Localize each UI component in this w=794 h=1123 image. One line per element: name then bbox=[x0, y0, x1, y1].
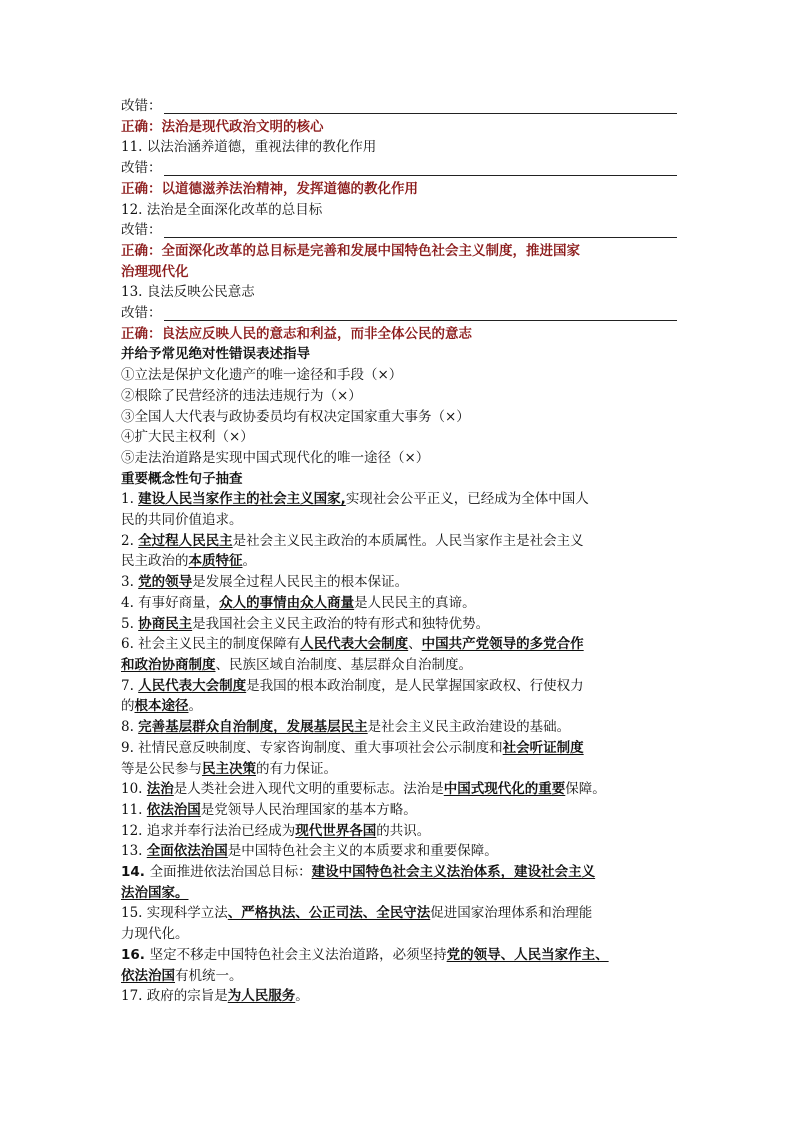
keyword: 为人民服务 bbox=[227, 988, 296, 1005]
concept-sentence bbox=[121, 489, 677, 510]
item-number: 16. bbox=[121, 946, 150, 963]
item-number: 2. bbox=[121, 532, 139, 549]
keyword: 全面依法治国 bbox=[146, 843, 228, 860]
sentence-text: 是党领导人民治理国家的基本方略。 bbox=[200, 801, 417, 818]
sentence-text: 是中国特色社会主义的本质要求和重要保障。 bbox=[227, 843, 498, 860]
keyword: 人民代表大会制度 bbox=[300, 636, 409, 653]
item-number: 12. bbox=[121, 822, 147, 839]
concept-sentence bbox=[121, 821, 677, 842]
sentence-text: 坚定不移走中国特色社会主义法治道路，必须坚持 bbox=[149, 946, 447, 963]
item-number: 9. bbox=[121, 739, 139, 756]
keyword: 根本途径 bbox=[134, 698, 189, 715]
sentence-text: 是人类社会进入现代文明的重要标志。法治是 bbox=[173, 781, 444, 798]
sentence-text: 政府的宗旨是 bbox=[146, 988, 228, 1005]
correct-answer: 正确：良法应反映人民的意志和利益，而非全体公民的意志 bbox=[121, 325, 472, 342]
sentence-text: 是我国社会主义民主政治的特有形式和独特优势。 bbox=[192, 615, 490, 632]
correction-label: 改错： bbox=[121, 305, 162, 322]
item-number: 13. bbox=[121, 843, 147, 860]
keyword: 依法治国 bbox=[121, 967, 175, 984]
keyword: 社会听证制度 bbox=[502, 739, 584, 756]
keyword: 法治国家。 bbox=[121, 884, 189, 901]
sentence-text: 追求并奉行法治已经成为 bbox=[146, 822, 296, 839]
concept-sentence bbox=[121, 634, 677, 655]
keyword: 、严格执法、公正司法、全民守法 bbox=[227, 905, 431, 922]
concept-sentence-continued bbox=[121, 966, 677, 987]
concept-sentence bbox=[121, 676, 677, 697]
correct-answer-continued: 治理现代化 bbox=[121, 263, 189, 280]
question-item: 12. 法治是全面深化改革的总目标 bbox=[121, 201, 323, 218]
question-item: 13. 良法反映公民意志 bbox=[121, 284, 255, 301]
sentence-text: 是发展全过程人民民主的根本保证。 bbox=[192, 574, 409, 591]
sentence-text: 、 bbox=[408, 636, 422, 653]
sentence-text: 社会主义民主的制度保障有 bbox=[138, 636, 301, 653]
concept-sentence bbox=[121, 572, 677, 593]
sentence-text: 是人民民主的真谛。 bbox=[354, 594, 476, 611]
concept-sentence-continued bbox=[121, 759, 677, 780]
section-heading: 重要概念性句子抽查 bbox=[121, 470, 243, 487]
concept-sentence-continued bbox=[121, 655, 677, 676]
correction-row bbox=[121, 220, 677, 241]
sentence-text: 有机统一。 bbox=[175, 967, 243, 984]
sentence-text: 是社会主义民主政治建设的基础。 bbox=[367, 719, 571, 736]
answer-blank[interactable] bbox=[164, 222, 678, 238]
sentence-text: 保障。 bbox=[565, 781, 606, 798]
sentence-text: 。 bbox=[242, 553, 256, 570]
correction-label: 改错： bbox=[121, 160, 162, 177]
section-heading: 并给予常见绝对性错误表述指导 bbox=[121, 346, 310, 363]
item-number: 10. bbox=[121, 781, 147, 798]
concept-sentence bbox=[121, 779, 677, 800]
concept-sentence-continued bbox=[121, 696, 677, 717]
sentence-text: 有事好商量， bbox=[138, 594, 220, 611]
correction-label: 改错： bbox=[121, 98, 162, 114]
correct-answer: 正确：法治是现代政治文明的核心 bbox=[121, 118, 324, 135]
sentence-text: 是社会主义民主政治的本质属性。人民当家作主是社会主义 bbox=[232, 532, 584, 549]
keyword: 现代世界各国 bbox=[295, 822, 377, 839]
item-number: 5. bbox=[121, 615, 139, 632]
concept-sentence bbox=[121, 614, 677, 635]
answer-blank[interactable] bbox=[164, 160, 678, 176]
answer-blank[interactable] bbox=[164, 98, 678, 114]
concept-sentence-continued: 力现代化。 bbox=[121, 926, 189, 943]
item-number: 14. bbox=[121, 864, 150, 881]
sentence-text: 实现社会公平正义，已经成为全体中国人 bbox=[345, 491, 589, 508]
keyword: 依法治国 bbox=[146, 801, 201, 818]
sentence-text: 。 bbox=[188, 698, 202, 715]
sentence-text: 是我国的根本政治制度，是人民掌握国家政权、行使权力 bbox=[246, 677, 584, 694]
keyword: 协商民主 bbox=[138, 615, 193, 632]
concept-sentence bbox=[121, 862, 677, 883]
correction-row bbox=[121, 158, 677, 179]
item-number: 6. bbox=[121, 636, 139, 653]
concept-sentence-continued: 民的共同价值追求。 bbox=[121, 512, 243, 529]
item-number: 15. bbox=[121, 905, 147, 922]
item-number: 7. bbox=[121, 677, 139, 694]
keyword: 和政治协商制度 bbox=[121, 656, 216, 673]
concept-sentence bbox=[121, 738, 677, 759]
correction-label: 改错： bbox=[121, 222, 162, 239]
sentence-text: 、民族区域自治制度、基层群众自治制度。 bbox=[215, 656, 472, 673]
document-page bbox=[121, 96, 677, 1007]
error-item: ⑤走法治道路是实现中国式现代化的唯一途径（×） bbox=[121, 449, 430, 466]
error-item: ①立法是保护文化遗产的唯一途径和手段（×） bbox=[121, 367, 403, 384]
item-number: 17. bbox=[121, 988, 147, 1005]
sentence-text: 。 bbox=[295, 988, 309, 1005]
keyword: 中国共产党领导的多党合作 bbox=[421, 636, 584, 653]
concept-sentence-continued bbox=[121, 551, 677, 572]
error-item: ③全国人大代表与政协委员均有权决定国家重大事务（×） bbox=[121, 408, 470, 425]
concept-sentence bbox=[121, 800, 677, 821]
concept-sentence bbox=[121, 986, 677, 1007]
sentence-text: 等是公民参与 bbox=[121, 760, 202, 777]
concept-sentence bbox=[121, 593, 677, 614]
keyword: 建设人民当家作主的社会主义国家, bbox=[138, 491, 346, 508]
concept-sentence bbox=[121, 945, 677, 966]
item-number: 8. bbox=[121, 719, 139, 736]
item-number: 11. bbox=[121, 801, 147, 818]
keyword: 建设中国特色社会主义法治体系，建设社会主义 bbox=[311, 864, 596, 881]
keyword: 众人的事情由众人商量 bbox=[219, 594, 355, 611]
correct-answer: 正确：全面深化改革的总目标是完善和发展中国特色社会主义制度，推进国家 bbox=[121, 242, 580, 259]
keyword: 中国式现代化的重要 bbox=[443, 781, 566, 798]
keyword: 法治 bbox=[146, 781, 174, 798]
item-number: 4. bbox=[121, 594, 139, 611]
correction-row bbox=[121, 303, 677, 324]
sentence-text: 的共识。 bbox=[376, 822, 431, 839]
concept-sentence bbox=[121, 841, 677, 862]
sentence-text: 促进国家治理体系和治理能 bbox=[430, 905, 593, 922]
answer-blank[interactable] bbox=[164, 305, 678, 321]
keyword: 人民代表大会制度 bbox=[138, 677, 247, 694]
correction-row bbox=[121, 96, 677, 117]
sentence-text: 全面推进依法治国总目标： bbox=[149, 864, 312, 881]
question-item: 11. 以法治涵养道德，重视法律的教化作用 bbox=[121, 139, 377, 156]
error-item: ④扩大民主权利（×） bbox=[121, 429, 254, 446]
sentence-text: 社情民意反映制度、专家咨询制度、重大事项社会公示制度和 bbox=[138, 739, 503, 756]
concept-sentence bbox=[121, 903, 677, 924]
sentence-text: 实现科学立法 bbox=[146, 905, 228, 922]
sentence-text: 民主政治的 bbox=[121, 553, 189, 570]
keyword: 民主决策 bbox=[202, 760, 256, 777]
keyword: 全过程人民民主 bbox=[138, 532, 233, 549]
keyword: 党的领导 bbox=[138, 574, 193, 591]
correct-answer: 正确：以道德滋养法治精神，发挥道德的教化作用 bbox=[121, 180, 418, 197]
keyword: 本质特征 bbox=[188, 553, 243, 570]
sentence-text: 的 bbox=[121, 698, 135, 715]
concept-sentence bbox=[121, 717, 677, 738]
concept-sentence bbox=[121, 531, 677, 552]
error-item: ②根除了民营经济的违法违规行为（×） bbox=[121, 387, 362, 404]
item-number: 3. bbox=[121, 574, 139, 591]
concept-sentence-continued bbox=[121, 883, 677, 904]
sentence-text: 的有力保证。 bbox=[256, 760, 337, 777]
item-number: 1. bbox=[121, 491, 139, 508]
keyword: 党的领导、人民当家作主、 bbox=[446, 946, 609, 963]
keyword: 完善基层群众自治制度，发展基层民主 bbox=[138, 719, 368, 736]
